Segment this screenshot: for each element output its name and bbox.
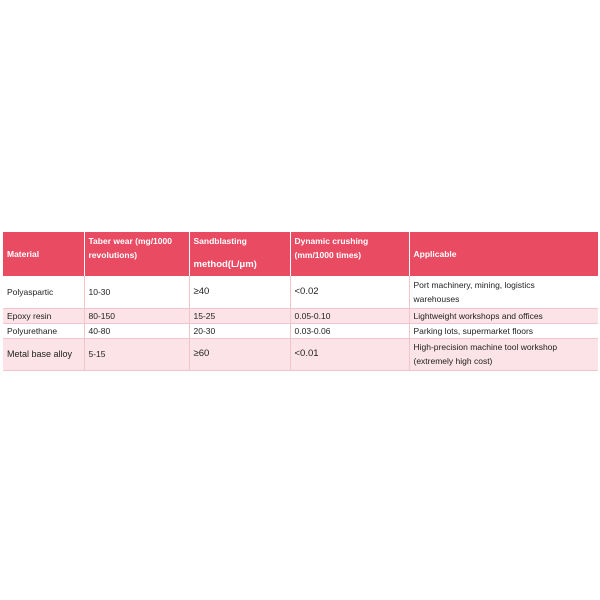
cell-material: Epoxy resin <box>3 308 84 323</box>
cell-dynamic-crushing: 0.05-0.10 <box>290 308 409 323</box>
table-header <box>3 232 598 276</box>
cell-applicable: Parking lots, supermarket floors <box>409 323 598 338</box>
header-sandblasting <box>189 232 290 276</box>
cell-sandblasting: 20-30 <box>189 323 290 338</box>
cell-dynamic-crushing: 0.03-0.06 <box>290 323 409 338</box>
header-applicable <box>409 232 598 276</box>
cell-dynamic-crushing: <0.01 <box>290 338 409 370</box>
cell-taber-wear: 5-15 <box>84 338 189 370</box>
header-material-label: Material <box>7 249 40 259</box>
cell-applicable <box>409 276 598 308</box>
table-row <box>3 323 598 338</box>
cell-applicable-line1: Port machinery, mining, logistics <box>413 279 535 290</box>
header-applicable-label: Applicable <box>413 249 457 259</box>
header-taber-wear-line2: revolutions) <box>88 250 138 260</box>
cell-sandblasting: 15-25 <box>189 308 290 323</box>
table-body <box>3 276 598 370</box>
cell-applicable: Lightweight workshops and offices <box>409 308 598 323</box>
table-row <box>3 338 598 370</box>
header-taber-wear-line1: Taber wear (mg/1000 <box>88 236 172 246</box>
cell-sandblasting: ≥60 <box>189 338 290 370</box>
cell-applicable-line1: High-precision machine tool workshop <box>413 342 558 352</box>
cell-dynamic-crushing: <0.02 <box>290 276 409 308</box>
cell-material: Metal base alloy <box>3 338 84 370</box>
material-comparison-table <box>3 232 598 371</box>
header-dynamic-line1: Dynamic crushing <box>294 236 369 246</box>
header-row <box>3 232 598 276</box>
cell-applicable-line2: (extremely high cost) <box>413 356 493 366</box>
cell-material: Polyaspartic <box>3 276 84 308</box>
header-sandblasting-line1: Sandblasting <box>193 236 247 246</box>
material-comparison-table-container <box>3 232 598 371</box>
header-taber-wear <box>84 232 189 276</box>
cell-taber-wear: 40-80 <box>84 323 189 338</box>
cell-applicable-line2: warehouses <box>413 293 460 304</box>
header-material <box>3 232 84 276</box>
header-sandblasting-line2: method(L/μm) <box>193 259 257 270</box>
header-dynamic-line2: (mm/1000 times) <box>294 250 362 260</box>
table-row <box>3 308 598 323</box>
cell-applicable <box>409 338 598 370</box>
cell-sandblasting: ≥40 <box>189 276 290 308</box>
header-dynamic-crushing <box>290 232 409 276</box>
cell-taber-wear: 10-30 <box>84 276 189 308</box>
cell-material: Polyurethane <box>3 323 84 338</box>
table-row <box>3 276 598 308</box>
cell-taber-wear: 80-150 <box>84 308 189 323</box>
